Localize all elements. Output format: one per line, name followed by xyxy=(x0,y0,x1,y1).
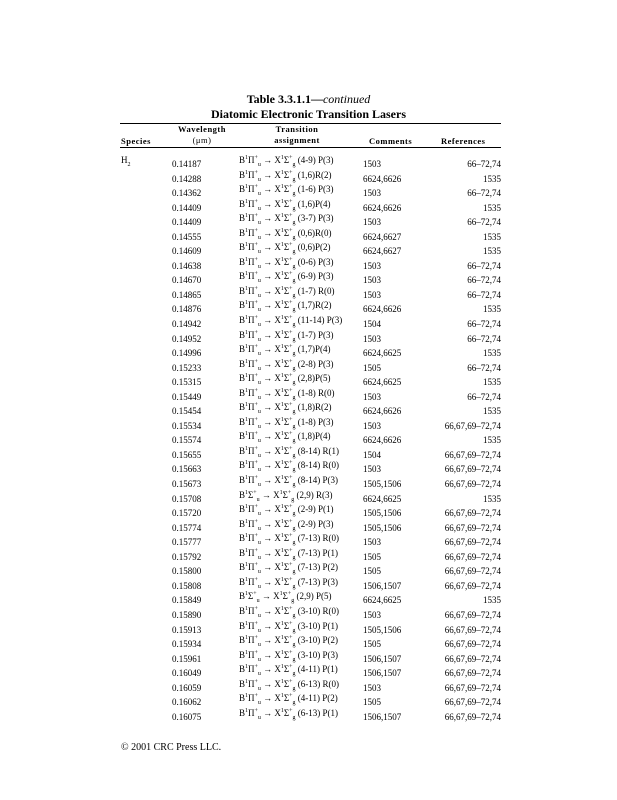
wavelength-cell: 0.14609 xyxy=(172,246,202,257)
references-cell: 66,67,69–72,74 xyxy=(444,508,501,519)
comments-cell: 1503 xyxy=(363,217,381,228)
comments-cell: 6624,6626 xyxy=(363,202,402,213)
comments-cell: 1505,1506 xyxy=(363,479,402,490)
transition-cell: $B^1\Pi^+_u \to X^1\Sigma^+_g$ (2-8) P(3) xyxy=(239,358,334,372)
arrow-icon: → xyxy=(260,402,275,413)
arrow-icon: → xyxy=(260,547,275,558)
references-cell: 66,67,69–72,74 xyxy=(444,537,501,548)
references-cell: 66,67,69–72,74 xyxy=(444,697,501,708)
comments-cell: 1506,1507 xyxy=(363,580,402,591)
comments-cell: 6624,6626 xyxy=(363,406,402,417)
arrow-icon: → xyxy=(260,504,275,515)
comments-cell: 1503 xyxy=(363,260,381,271)
comments-cell: 1504 xyxy=(363,319,381,330)
wavelength-cell: 0.15913 xyxy=(172,624,202,635)
table-row xyxy=(0,330,617,345)
table-row xyxy=(0,446,617,461)
wavelength-cell: 0.14288 xyxy=(172,173,202,184)
wavelength-cell: 0.15315 xyxy=(172,377,202,388)
table-row xyxy=(0,257,617,272)
table-row xyxy=(0,170,617,185)
arrow-icon: → xyxy=(260,198,275,209)
references-cell: 66,67,69–72,74 xyxy=(444,639,501,650)
transition-cell: $B^1\Sigma^+_u \to X^1\Sigma^+_g$ (2,9) R(3) xyxy=(239,489,333,503)
header-transition-line2: assignment xyxy=(274,135,320,145)
references-cell: 66–72,74 xyxy=(467,362,501,373)
wavelength-cell: 0.14362 xyxy=(172,188,202,199)
arrow-icon: → xyxy=(260,227,275,238)
comments-cell: 1505 xyxy=(363,362,381,373)
references-cell: 66,67,69–72,74 xyxy=(444,580,501,591)
arrow-icon: → xyxy=(260,635,275,646)
table-row xyxy=(0,373,617,388)
comments-cell: 1504 xyxy=(363,449,381,460)
references-cell: 66–72,74 xyxy=(467,217,501,228)
references-cell: 1535 xyxy=(483,202,501,213)
arrow-icon: → xyxy=(260,285,275,296)
transition-cell: $B^1\Pi^+_u \to X^1\Sigma^+_g$ (6-13) P(1) xyxy=(239,707,339,721)
references-cell: 66,67,69–72,74 xyxy=(444,522,501,533)
wavelength-cell: 0.16062 xyxy=(172,697,202,708)
comments-cell: 1503 xyxy=(363,609,381,620)
arrow-icon: → xyxy=(260,373,275,384)
wavelength-cell: 0.14555 xyxy=(172,231,202,242)
table-row xyxy=(0,577,617,592)
header-references: References xyxy=(441,136,486,146)
arrow-icon: → xyxy=(260,707,275,718)
header-bottom-rule xyxy=(120,147,501,148)
references-cell: 66,67,69–72,74 xyxy=(444,566,501,577)
comments-cell: 1503 xyxy=(363,275,381,286)
table-row xyxy=(0,228,617,243)
wavelength-cell: 0.15774 xyxy=(172,522,202,533)
transition-cell: $B^1\Pi^+_u \to X^1\Sigma^+_g$ (6-9) P(3) xyxy=(239,271,334,285)
references-cell: 66–72,74 xyxy=(467,188,501,199)
wavelength-cell: 0.15673 xyxy=(172,479,202,490)
references-cell: 66,67,69–72,74 xyxy=(444,420,501,431)
references-cell: 1535 xyxy=(483,435,501,446)
references-cell: 66–72,74 xyxy=(467,275,501,286)
table-title xyxy=(0,92,617,107)
wavelength-cell: 0.15663 xyxy=(172,464,202,475)
wavelength-cell: 0.15720 xyxy=(172,508,202,519)
transition-cell: $B^1\Pi^+_u \to X^1\Sigma^+_g$ (2-9) P(3) xyxy=(239,518,334,532)
arrow-icon: → xyxy=(260,649,275,660)
table-row xyxy=(0,388,617,403)
comments-cell: 6624,6627 xyxy=(363,231,402,242)
references-cell: 1535 xyxy=(483,348,501,359)
comments-cell: 1503 xyxy=(363,391,381,402)
wavelength-cell: 0.14942 xyxy=(172,319,202,330)
table-row xyxy=(0,460,617,475)
wavelength-cell: 0.15800 xyxy=(172,566,202,577)
arrow-icon: → xyxy=(260,387,275,398)
table-row xyxy=(0,271,617,286)
references-cell: 66–72,74 xyxy=(467,159,501,169)
comments-cell: 1503 xyxy=(363,333,381,344)
references-cell: 66,67,69–72,74 xyxy=(444,449,501,460)
comments-cell: 1503 xyxy=(363,289,381,300)
arrow-icon: → xyxy=(260,518,275,529)
wavelength-cell: 0.14952 xyxy=(172,333,202,344)
comments-cell: 1505,1506 xyxy=(363,508,402,519)
references-cell: 1535 xyxy=(483,304,501,315)
transition-cell: $B^1\Sigma^+_u \to X^1\Sigma^+_g$ (2,9) P(5) xyxy=(239,591,332,605)
transition-cell: $B^1\Pi^+_u \to X^1\Sigma^+_g$ (3-10) P(3) xyxy=(239,649,339,663)
transition-cell: $B^1\Pi^+_u \to X^1\Sigma^+_g$ (0,6)P(2) xyxy=(239,242,331,256)
table-row xyxy=(0,606,617,621)
wavelength-cell: 0.15792 xyxy=(172,551,202,562)
references-cell: 66–72,74 xyxy=(467,319,501,330)
comments-cell: 1503 xyxy=(363,420,381,431)
references-cell: 66,67,69–72,74 xyxy=(444,479,501,490)
transition-cell: $B^1\Pi^+_u \to X^1\Sigma^+_g$ (4-11) P(1) xyxy=(239,664,338,677)
references-cell: 66–72,74 xyxy=(467,333,501,344)
arrow-icon: → xyxy=(260,315,275,326)
table-row xyxy=(0,650,617,665)
table-row xyxy=(0,242,617,257)
arrow-icon: → xyxy=(260,344,275,355)
table-row xyxy=(0,533,617,548)
transition-cell: $B^1\Pi^+_u \to X^1\Sigma^+_g$ (1,6)R(2) xyxy=(239,169,332,183)
references-cell: 66,67,69–72,74 xyxy=(444,653,501,664)
transition-cell: $B^1\Pi^+_u \to X^1\Sigma^+_g$ (4-9) P(3) xyxy=(239,155,334,168)
transition-cell: $B^1\Pi^+_u \to X^1\Sigma^+_g$ (8-14) P(3) xyxy=(239,475,339,488)
table-row xyxy=(0,519,617,534)
species-name: H xyxy=(121,155,128,165)
header-comments: Comments xyxy=(369,136,413,146)
arrow-icon: → xyxy=(260,416,275,427)
wavelength-cell: 0.15961 xyxy=(172,653,202,664)
arrow-icon: → xyxy=(260,155,275,165)
table-row xyxy=(0,591,617,606)
arrow-icon: → xyxy=(260,693,275,704)
comments-cell: 1503 xyxy=(363,464,381,475)
arrow-icon: → xyxy=(260,242,275,253)
references-cell: 1535 xyxy=(483,493,501,504)
wavelength-cell: 0.15808 xyxy=(172,580,202,591)
table-title-continued: continued xyxy=(322,92,371,106)
references-cell: 1535 xyxy=(483,231,501,242)
transition-cell: $B^1\Pi^+_u \to X^1\Sigma^+_g$ (8-14) R(0) xyxy=(239,460,340,474)
table-subtitle: Diatomic Electronic Transition Lasers xyxy=(211,107,406,121)
comments-cell: 1505 xyxy=(363,566,381,577)
comments-cell: 6624,6625 xyxy=(363,493,402,504)
table-row xyxy=(0,431,617,446)
arrow-icon: → xyxy=(260,533,275,544)
arrow-icon: → xyxy=(260,256,275,267)
transition-cell: $B^1\Pi^+_u \to X^1\Sigma^+_g$ (1,6)P(4) xyxy=(239,198,331,212)
table-row xyxy=(0,504,617,519)
references-cell: 66,67,69–72,74 xyxy=(444,711,501,722)
wavelength-cell: 0.14670 xyxy=(172,275,202,286)
table-row xyxy=(0,693,617,708)
comments-cell: 1503 xyxy=(363,537,381,548)
wavelength-cell: 0.15233 xyxy=(172,362,202,373)
arrow-icon: → xyxy=(259,489,274,500)
table-row xyxy=(0,635,617,650)
table-row xyxy=(0,344,617,359)
header-wavelength-line2: (μm) xyxy=(192,135,212,145)
arrow-icon: → xyxy=(260,213,275,224)
transition-cell: $B^1\Pi^+_u \to X^1\Sigma^+_g$ (1-7) R(0) xyxy=(239,285,335,299)
comments-cell: 1503 xyxy=(363,188,381,199)
references-cell: 66–72,74 xyxy=(467,289,501,300)
arrow-icon: → xyxy=(260,169,275,180)
references-cell: 66,67,69–72,74 xyxy=(444,551,501,562)
transition-cell: $B^1\Pi^+_u \to X^1\Sigma^+_g$ (1-8) R(0) xyxy=(239,387,335,401)
species-subscript: 2 xyxy=(127,161,131,168)
references-cell: 66,67,69–72,74 xyxy=(444,609,501,620)
wavelength-cell: 0.15777 xyxy=(172,537,202,548)
transition-cell: $B^1\Pi^+_u \to X^1\Sigma^+_g$ (7-13) R(0) xyxy=(239,533,340,547)
arrow-icon: → xyxy=(260,562,275,573)
table-row xyxy=(0,213,617,228)
transition-cell: $B^1\Pi^+_u \to X^1\Sigma^+_g$ (1,7)R(2) xyxy=(239,300,332,314)
header-species: Species xyxy=(121,136,151,146)
table-row xyxy=(0,621,617,636)
arrow-icon: → xyxy=(260,445,275,456)
arrow-icon: → xyxy=(259,591,274,602)
comments-cell: 1505,1506 xyxy=(363,624,402,635)
transition-cell: $B^1\Pi^+_u \to X^1\Sigma^+_g$ (1-7) P(3) xyxy=(239,329,334,343)
wavelength-cell: 0.15655 xyxy=(172,449,202,460)
table-row xyxy=(0,184,617,199)
comments-cell: 1506,1507 xyxy=(363,653,402,664)
table-body xyxy=(0,155,617,722)
references-cell: 66,67,69–72,74 xyxy=(444,464,501,475)
table-row xyxy=(0,315,617,330)
header-transition xyxy=(262,124,332,146)
table-row xyxy=(0,286,617,301)
header-wavelength xyxy=(172,124,232,146)
wavelength-cell: 0.14865 xyxy=(172,289,202,300)
table-row xyxy=(0,359,617,374)
table-row xyxy=(0,199,617,214)
arrow-icon: → xyxy=(260,620,275,631)
transition-cell: $B^1\Pi^+_u \to X^1\Sigma^+_g$ (7-13) P(2) xyxy=(239,562,339,576)
arrow-icon: → xyxy=(260,358,275,369)
wavelength-cell: 0.15934 xyxy=(172,639,202,650)
arrow-icon: → xyxy=(260,664,275,675)
wavelength-cell: 0.14996 xyxy=(172,348,202,359)
arrow-icon: → xyxy=(260,678,275,689)
transition-cell: $B^1\Pi^+_u \to X^1\Sigma^+_g$ (1,8)P(4) xyxy=(239,431,331,445)
comments-cell: 1503 xyxy=(363,159,381,169)
arrow-icon: → xyxy=(260,576,275,587)
wavelength-cell: 0.14409 xyxy=(172,202,202,213)
comments-cell: 1505 xyxy=(363,551,381,562)
header-wavelength-line1: Wavelength xyxy=(178,124,226,134)
transition-cell: $B^1\Pi^+_u \to X^1\Sigma^+_g$ (0,6)R(0) xyxy=(239,227,332,241)
transition-cell: $B^1\Pi^+_u \to X^1\Sigma^+_g$ (7-13) P(1) xyxy=(239,547,339,561)
arrow-icon: → xyxy=(260,184,275,195)
transition-cell: $B^1\Pi^+_u \to X^1\Sigma^+_g$ (4-11) P(2) xyxy=(239,693,338,707)
arrow-icon: → xyxy=(260,300,275,311)
table-row xyxy=(0,417,617,432)
wavelength-cell: 0.14187 xyxy=(172,159,202,169)
comments-cell: 6624,6625 xyxy=(363,377,402,388)
header-transition-line1: Transition xyxy=(275,124,319,134)
references-cell: 66,67,69–72,74 xyxy=(444,668,501,679)
wavelength-cell: 0.15849 xyxy=(172,595,202,606)
references-cell: 1535 xyxy=(483,173,501,184)
arrow-icon: → xyxy=(260,460,275,471)
transition-cell: $B^1\Pi^+_u \to X^1\Sigma^+_g$ (1-6) P(3) xyxy=(239,184,334,197)
transition-cell: $B^1\Pi^+_u \to X^1\Sigma^+_g$ (3-10) P(2) xyxy=(239,635,339,648)
wavelength-cell: 0.14876 xyxy=(172,304,202,315)
wavelength-cell: 0.16075 xyxy=(172,711,202,722)
comments-cell: 1503 xyxy=(363,682,381,693)
table-row xyxy=(0,300,617,315)
wavelength-cell: 0.15534 xyxy=(172,420,202,431)
table-row xyxy=(0,475,617,490)
table-row xyxy=(0,402,617,417)
arrow-icon: → xyxy=(260,329,275,340)
comments-cell: 6624,6626 xyxy=(363,435,402,446)
transition-cell: $B^1\Pi^+_u \to X^1\Sigma^+_g$ (1,7)P(4) xyxy=(239,344,331,357)
table-row xyxy=(0,155,617,170)
transition-cell: $B^1\Pi^+_u \to X^1\Sigma^+_g$ (1,8)R(2) xyxy=(239,402,332,416)
table-title-text: Table 3.3.1.1— xyxy=(246,92,323,106)
table-row xyxy=(0,708,617,723)
comments-cell: 1505,1506 xyxy=(363,522,402,533)
arrow-icon: → xyxy=(260,475,275,486)
comments-cell: 1505 xyxy=(363,639,381,650)
references-cell: 66,67,69–72,74 xyxy=(444,682,501,693)
arrow-icon: → xyxy=(260,431,275,442)
transition-cell: $B^1\Pi^+_u \to X^1\Sigma^+_g$ (3-10) R(0) xyxy=(239,605,340,619)
wavelength-cell: 0.14638 xyxy=(172,260,202,271)
wavelength-cell: 0.15574 xyxy=(172,435,202,446)
transition-cell: $B^1\Pi^+_u \to X^1\Sigma^+_g$ (3-10) P(1) xyxy=(239,620,339,634)
wavelength-cell: 0.15449 xyxy=(172,391,202,402)
references-cell: 1535 xyxy=(483,246,501,257)
references-cell: 66,67,69–72,74 xyxy=(444,624,501,635)
table-row xyxy=(0,679,617,694)
comments-cell: 6624,6627 xyxy=(363,246,402,257)
transition-cell: $B^1\Pi^+_u \to X^1\Sigma^+_g$ (11-14) P(3) xyxy=(239,315,343,328)
wavelength-cell: 0.15708 xyxy=(172,493,202,504)
transition-cell: $B^1\Pi^+_u \to X^1\Sigma^+_g$ (1-8) P(3) xyxy=(239,416,334,430)
table-row xyxy=(0,548,617,563)
transition-cell: $B^1\Pi^+_u \to X^1\Sigma^+_g$ (2-9) P(1) xyxy=(239,504,334,517)
transition-cell: $B^1\Pi^+_u \to X^1\Sigma^+_g$ (0-6) P(3) xyxy=(239,256,334,270)
wavelength-cell: 0.16059 xyxy=(172,682,202,693)
references-cell: 66–72,74 xyxy=(467,260,501,271)
transition-cell: $B^1\Pi^+_u \to X^1\Sigma^+_g$ (3-7) P(3) xyxy=(239,213,334,226)
comments-cell: 1505 xyxy=(363,697,381,708)
wavelength-cell: 0.14409 xyxy=(172,217,202,228)
arrow-icon: → xyxy=(260,271,275,282)
transition-cell: $B^1\Pi^+_u \to X^1\Sigma^+_g$ (6-13) R(0) xyxy=(239,678,340,692)
wavelength-cell: 0.15454 xyxy=(172,406,202,417)
references-cell: 1535 xyxy=(483,406,501,417)
references-cell: 1535 xyxy=(483,377,501,388)
comments-cell: 6624,6626 xyxy=(363,173,402,184)
table-row xyxy=(0,562,617,577)
comments-cell: 1506,1507 xyxy=(363,711,402,722)
transition-cell: $B^1\Pi^+_u \to X^1\Sigma^+_g$ (2,8)P(5) xyxy=(239,373,331,386)
transition-cell: $B^1\Pi^+_u \to X^1\Sigma^+_g$ (8-14) R(1) xyxy=(239,445,340,459)
comments-cell: 6624,6625 xyxy=(363,595,402,606)
references-cell: 1535 xyxy=(483,595,501,606)
table-row xyxy=(0,490,617,505)
comments-cell: 1506,1507 xyxy=(363,668,402,679)
wavelength-cell: 0.16049 xyxy=(172,668,202,679)
copyright-footer: © 2001 CRC Press LLC. xyxy=(121,742,222,753)
comments-cell: 6624,6625 xyxy=(363,348,402,359)
comments-cell: 6624,6626 xyxy=(363,304,402,315)
table-row xyxy=(0,664,617,679)
wavelength-cell: 0.15890 xyxy=(172,609,202,620)
references-cell: 66–72,74 xyxy=(467,391,501,402)
transition-cell: $B^1\Pi^+_u \to X^1\Sigma^+_g$ (7-13) P(3) xyxy=(239,576,339,590)
arrow-icon: → xyxy=(260,605,275,616)
